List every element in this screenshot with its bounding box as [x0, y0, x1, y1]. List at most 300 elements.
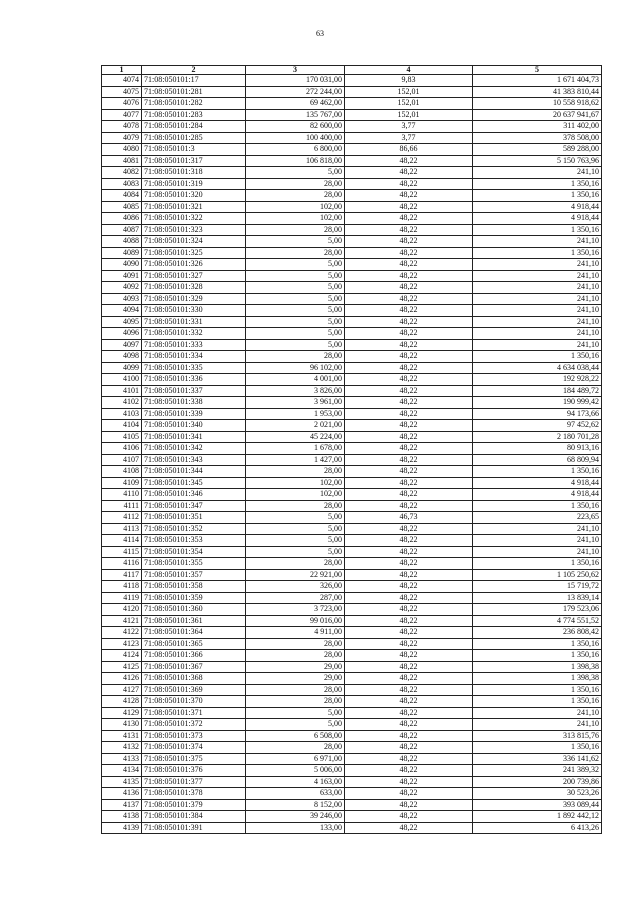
area-cell: 28,00 [246, 178, 345, 190]
cadastral-number-cell: 71:08:050101:331 [142, 316, 246, 328]
table-row [102, 707, 602, 719]
cadastral-number-cell: 71:08:050101:281 [142, 86, 246, 98]
value-cell: 1 350,16 [473, 558, 602, 570]
rate-cell: 48,22 [345, 178, 473, 190]
area-cell: 8 152,00 [246, 799, 345, 811]
value-cell: 1 350,16 [473, 742, 602, 754]
rate-cell: 48,22 [345, 190, 473, 202]
area-cell: 133,00 [246, 822, 345, 834]
value-cell: 241,10 [473, 546, 602, 558]
rate-cell: 48,22 [345, 753, 473, 765]
value-cell: 1 350,16 [473, 684, 602, 696]
cadastral-number-cell: 71:08:050101:366 [142, 650, 246, 662]
area-cell: 5,00 [246, 719, 345, 731]
area-cell: 5,00 [246, 523, 345, 535]
row-number-cell: 4093 [102, 293, 142, 305]
area-cell: 633,00 [246, 788, 345, 800]
cadastral-number-cell: 71:08:050101:284 [142, 121, 246, 133]
table-row [102, 408, 602, 420]
table-row [102, 627, 602, 639]
rate-cell: 152,01 [345, 86, 473, 98]
cadastral-number-cell: 71:08:050101:355 [142, 558, 246, 570]
area-cell: 96 102,00 [246, 362, 345, 374]
area-cell: 102,00 [246, 201, 345, 213]
rate-cell: 48,22 [345, 213, 473, 225]
rate-cell: 48,22 [345, 408, 473, 420]
table-row [102, 615, 602, 627]
cadastral-number-cell: 71:08:050101:343 [142, 454, 246, 466]
table-row [102, 684, 602, 696]
table-row [102, 604, 602, 616]
value-cell: 30 523,26 [473, 788, 602, 800]
cadastral-number-cell: 71:08:050101:327 [142, 270, 246, 282]
rate-cell: 48,22 [345, 420, 473, 432]
row-number-cell: 4127 [102, 684, 142, 696]
cadastral-number-cell: 71:08:050101:338 [142, 397, 246, 409]
area-cell: 5,00 [246, 339, 345, 351]
row-number-cell: 4125 [102, 661, 142, 673]
table-row [102, 132, 602, 144]
area-cell: 29,00 [246, 661, 345, 673]
rate-cell: 48,22 [345, 546, 473, 558]
table-row [102, 420, 602, 432]
area-cell: 5,00 [246, 512, 345, 524]
table-row [102, 144, 602, 156]
value-cell: 1 105 250,62 [473, 569, 602, 581]
table-row [102, 466, 602, 478]
value-cell: 1 398,38 [473, 673, 602, 685]
table-row [102, 730, 602, 742]
table-row [102, 316, 602, 328]
area-cell: 28,00 [246, 650, 345, 662]
value-cell: 10 558 918,62 [473, 98, 602, 110]
cadastral-number-cell: 71:08:050101:336 [142, 374, 246, 386]
area-cell: 28,00 [246, 558, 345, 570]
cadastral-number-cell: 71:08:050101:354 [142, 546, 246, 558]
table-row [102, 178, 602, 190]
area-cell: 3 961,00 [246, 397, 345, 409]
column-header: 1 [102, 66, 142, 75]
row-number-cell: 4134 [102, 765, 142, 777]
row-number-cell: 4087 [102, 224, 142, 236]
table-row [102, 374, 602, 386]
value-cell: 241,10 [473, 293, 602, 305]
row-number-cell: 4079 [102, 132, 142, 144]
table-row [102, 799, 602, 811]
value-cell: 589 288,00 [473, 144, 602, 156]
rate-cell: 48,22 [345, 374, 473, 386]
row-number-cell: 4075 [102, 86, 142, 98]
cadastral-number-cell: 71:08:050101:378 [142, 788, 246, 800]
area-cell: 102,00 [246, 477, 345, 489]
value-cell: 241,10 [473, 707, 602, 719]
value-cell: 241,10 [473, 523, 602, 535]
area-cell: 29,00 [246, 673, 345, 685]
cadastral-number-cell: 71:08:050101:351 [142, 512, 246, 524]
area-cell: 28,00 [246, 351, 345, 363]
table-header-row [102, 66, 602, 75]
cadastral-value-table [101, 65, 602, 834]
table-row [102, 155, 602, 167]
table-row [102, 696, 602, 708]
table-row [102, 500, 602, 512]
cadastral-number-cell: 71:08:050101:285 [142, 132, 246, 144]
area-cell: 100 400,00 [246, 132, 345, 144]
area-cell: 69 462,00 [246, 98, 345, 110]
area-cell: 1 678,00 [246, 443, 345, 455]
area-cell: 5,00 [246, 282, 345, 294]
table-row [102, 523, 602, 535]
table-row [102, 776, 602, 788]
value-cell: 241,10 [473, 316, 602, 328]
rate-cell: 3,77 [345, 121, 473, 133]
area-cell: 3 723,00 [246, 604, 345, 616]
area-cell: 5,00 [246, 259, 345, 271]
value-cell: 68 809,94 [473, 454, 602, 466]
area-cell: 3 826,00 [246, 385, 345, 397]
table-body [102, 75, 602, 834]
table-row [102, 592, 602, 604]
rate-cell: 48,22 [345, 604, 473, 616]
row-number-cell: 4108 [102, 466, 142, 478]
cadastral-number-cell: 71:08:050101:376 [142, 765, 246, 777]
rate-cell: 48,22 [345, 362, 473, 374]
row-number-cell: 4081 [102, 155, 142, 167]
row-number-cell: 4097 [102, 339, 142, 351]
row-number-cell: 4109 [102, 477, 142, 489]
rate-cell: 48,22 [345, 650, 473, 662]
cadastral-number-cell: 71:08:050101:344 [142, 466, 246, 478]
row-number-cell: 4098 [102, 351, 142, 363]
table-row [102, 673, 602, 685]
table-row [102, 788, 602, 800]
cadastral-number-cell: 71:08:050101:335 [142, 362, 246, 374]
row-number-cell: 4095 [102, 316, 142, 328]
cadastral-number-cell: 71:08:050101:368 [142, 673, 246, 685]
area-cell: 6 971,00 [246, 753, 345, 765]
cadastral-number-cell: 71:08:050101:319 [142, 178, 246, 190]
row-number-cell: 4112 [102, 512, 142, 524]
rate-cell: 48,22 [345, 719, 473, 731]
row-number-cell: 4119 [102, 592, 142, 604]
rate-cell: 48,22 [345, 454, 473, 466]
table-row [102, 535, 602, 547]
rate-cell: 48,22 [345, 742, 473, 754]
row-number-cell: 4074 [102, 75, 142, 87]
row-number-cell: 4099 [102, 362, 142, 374]
table-row [102, 339, 602, 351]
value-cell: 5 150 763,96 [473, 155, 602, 167]
cadastral-number-cell: 71:08:050101:283 [142, 109, 246, 121]
value-cell: 241,10 [473, 236, 602, 248]
table-row [102, 328, 602, 340]
area-cell: 5,00 [246, 270, 345, 282]
rate-cell: 48,22 [345, 811, 473, 823]
cadastral-number-cell: 71:08:050101:320 [142, 190, 246, 202]
value-cell: 1 350,16 [473, 351, 602, 363]
rate-cell: 48,22 [345, 466, 473, 478]
row-number-cell: 4133 [102, 753, 142, 765]
area-cell: 5,00 [246, 535, 345, 547]
table-row [102, 293, 602, 305]
row-number-cell: 4103 [102, 408, 142, 420]
cadastral-number-cell: 71:08:050101:318 [142, 167, 246, 179]
rate-cell: 48,22 [345, 799, 473, 811]
table-row [102, 661, 602, 673]
area-cell: 102,00 [246, 489, 345, 501]
cadastral-number-cell: 71:08:050101:357 [142, 569, 246, 581]
row-number-cell: 4115 [102, 546, 142, 558]
row-number-cell: 4106 [102, 443, 142, 455]
area-cell: 45 224,00 [246, 431, 345, 443]
rate-cell: 46,73 [345, 512, 473, 524]
table-row [102, 213, 602, 225]
cadastral-number-cell: 71:08:050101:352 [142, 523, 246, 535]
table-row [102, 454, 602, 466]
value-cell: 4 918,44 [473, 201, 602, 213]
cadastral-number-cell: 71:08:050101:326 [142, 259, 246, 271]
value-cell: 13 839,14 [473, 592, 602, 604]
cadastral-number-cell: 71:08:050101:372 [142, 719, 246, 731]
cadastral-number-cell: 71:08:050101:3 [142, 144, 246, 156]
area-cell: 287,00 [246, 592, 345, 604]
table-row [102, 512, 602, 524]
table-row [102, 224, 602, 236]
row-number-cell: 4080 [102, 144, 142, 156]
rate-cell: 48,22 [345, 707, 473, 719]
cadastral-number-cell: 71:08:050101:367 [142, 661, 246, 673]
table-row [102, 282, 602, 294]
cadastral-number-cell: 71:08:050101:323 [142, 224, 246, 236]
value-cell: 1 350,16 [473, 500, 602, 512]
cadastral-number-cell: 71:08:050101:333 [142, 339, 246, 351]
area-cell: 28,00 [246, 466, 345, 478]
table-row [102, 247, 602, 259]
area-cell: 28,00 [246, 247, 345, 259]
row-number-cell: 4086 [102, 213, 142, 225]
area-cell: 272 244,00 [246, 86, 345, 98]
value-cell: 1 350,16 [473, 190, 602, 202]
table-row [102, 569, 602, 581]
rate-cell: 48,22 [345, 684, 473, 696]
cadastral-number-cell: 71:08:050101:17 [142, 75, 246, 87]
rate-cell: 48,22 [345, 236, 473, 248]
area-cell: 135 767,00 [246, 109, 345, 121]
value-cell: 241,10 [473, 270, 602, 282]
rate-cell: 48,22 [345, 661, 473, 673]
cadastral-number-cell: 71:08:050101:370 [142, 696, 246, 708]
rate-cell: 48,22 [345, 385, 473, 397]
row-number-cell: 4083 [102, 178, 142, 190]
area-cell: 28,00 [246, 638, 345, 650]
table-row [102, 362, 602, 374]
rate-cell: 48,22 [345, 328, 473, 340]
cadastral-number-cell: 71:08:050101:371 [142, 707, 246, 719]
value-cell: 241,10 [473, 328, 602, 340]
row-number-cell: 4130 [102, 719, 142, 731]
rate-cell: 48,22 [345, 293, 473, 305]
value-cell: 1 350,16 [473, 638, 602, 650]
rate-cell: 48,22 [345, 201, 473, 213]
cadastral-number-cell: 71:08:050101:379 [142, 799, 246, 811]
value-cell: 241,10 [473, 535, 602, 547]
value-cell: 393 089,44 [473, 799, 602, 811]
table-row [102, 86, 602, 98]
value-cell: 1 350,16 [473, 466, 602, 478]
table-row [102, 305, 602, 317]
value-cell: 1 350,16 [473, 696, 602, 708]
area-cell: 170 031,00 [246, 75, 345, 87]
table-row [102, 443, 602, 455]
row-number-cell: 4137 [102, 799, 142, 811]
rate-cell: 48,22 [345, 523, 473, 535]
rate-cell: 48,22 [345, 638, 473, 650]
rate-cell: 152,01 [345, 109, 473, 121]
row-number-cell: 4090 [102, 259, 142, 271]
value-cell: 4 918,44 [473, 489, 602, 501]
row-number-cell: 4114 [102, 535, 142, 547]
row-number-cell: 4117 [102, 569, 142, 581]
rate-cell: 48,22 [345, 500, 473, 512]
rate-cell: 9,83 [345, 75, 473, 87]
table-row [102, 638, 602, 650]
table-row [102, 811, 602, 823]
cadastral-number-cell: 71:08:050101:361 [142, 615, 246, 627]
rate-cell: 48,22 [345, 822, 473, 834]
cadastral-number-cell: 71:08:050101:334 [142, 351, 246, 363]
area-cell: 6 800,00 [246, 144, 345, 156]
value-cell: 241,10 [473, 167, 602, 179]
row-number-cell: 4135 [102, 776, 142, 788]
table-row [102, 765, 602, 777]
row-number-cell: 4120 [102, 604, 142, 616]
cadastral-number-cell: 71:08:050101:373 [142, 730, 246, 742]
row-number-cell: 4128 [102, 696, 142, 708]
cadastral-number-cell: 71:08:050101:341 [142, 431, 246, 443]
rate-cell: 48,22 [345, 489, 473, 501]
value-cell: 1 892 442,12 [473, 811, 602, 823]
rate-cell: 48,22 [345, 776, 473, 788]
value-cell: 336 141,62 [473, 753, 602, 765]
cadastral-number-cell: 71:08:050101:322 [142, 213, 246, 225]
area-cell: 4 001,00 [246, 374, 345, 386]
rate-cell: 48,22 [345, 581, 473, 593]
area-cell: 5,00 [246, 236, 345, 248]
table-row [102, 581, 602, 593]
value-cell: 4 918,44 [473, 213, 602, 225]
area-cell: 5 006,00 [246, 765, 345, 777]
area-cell: 5,00 [246, 293, 345, 305]
table-row [102, 431, 602, 443]
value-cell: 41 383 810,44 [473, 86, 602, 98]
row-number-cell: 4136 [102, 788, 142, 800]
area-cell: 326,00 [246, 581, 345, 593]
value-cell: 1 350,16 [473, 650, 602, 662]
table-row [102, 351, 602, 363]
cadastral-number-cell: 71:08:050101:384 [142, 811, 246, 823]
row-number-cell: 4126 [102, 673, 142, 685]
value-cell: 20 637 941,67 [473, 109, 602, 121]
cadastral-number-cell: 71:08:050101:360 [142, 604, 246, 616]
value-cell: 241,10 [473, 719, 602, 731]
value-cell: 1 398,38 [473, 661, 602, 673]
cadastral-number-cell: 71:08:050101:353 [142, 535, 246, 547]
area-cell: 82 600,00 [246, 121, 345, 133]
row-number-cell: 4118 [102, 581, 142, 593]
area-cell: 99 016,00 [246, 615, 345, 627]
row-number-cell: 4100 [102, 374, 142, 386]
row-number-cell: 4107 [102, 454, 142, 466]
area-cell: 28,00 [246, 696, 345, 708]
value-cell: 184 489,72 [473, 385, 602, 397]
cadastral-number-cell: 71:08:050101:321 [142, 201, 246, 213]
area-cell: 6 508,00 [246, 730, 345, 742]
value-cell: 2 180 701,28 [473, 431, 602, 443]
rate-cell: 86,66 [345, 144, 473, 156]
rate-cell: 48,22 [345, 155, 473, 167]
row-number-cell: 4088 [102, 236, 142, 248]
column-header: 2 [142, 66, 246, 75]
rate-cell: 48,22 [345, 397, 473, 409]
value-cell: 94 173,66 [473, 408, 602, 420]
table-row [102, 98, 602, 110]
value-cell: 311 402,00 [473, 121, 602, 133]
table-row [102, 385, 602, 397]
table-row [102, 259, 602, 271]
table-row [102, 270, 602, 282]
table-row [102, 109, 602, 121]
value-cell: 1 350,16 [473, 178, 602, 190]
rate-cell: 48,22 [345, 730, 473, 742]
rate-cell: 48,22 [345, 351, 473, 363]
value-cell: 200 739,86 [473, 776, 602, 788]
row-number-cell: 4138 [102, 811, 142, 823]
rate-cell: 3,77 [345, 132, 473, 144]
rate-cell: 152,01 [345, 98, 473, 110]
area-cell: 5,00 [246, 305, 345, 317]
value-cell: 179 523,06 [473, 604, 602, 616]
column-header: 3 [246, 66, 345, 75]
rate-cell: 48,22 [345, 259, 473, 271]
area-cell: 1 953,00 [246, 408, 345, 420]
table-row [102, 477, 602, 489]
row-number-cell: 4082 [102, 167, 142, 179]
cadastral-number-cell: 71:08:050101:317 [142, 155, 246, 167]
rate-cell: 48,22 [345, 305, 473, 317]
rate-cell: 48,22 [345, 788, 473, 800]
cadastral-number-cell: 71:08:050101:365 [142, 638, 246, 650]
area-cell: 28,00 [246, 742, 345, 754]
table-row [102, 121, 602, 133]
row-number-cell: 4089 [102, 247, 142, 259]
value-cell: 236 808,42 [473, 627, 602, 639]
cadastral-number-cell: 71:08:050101:358 [142, 581, 246, 593]
area-cell: 2 021,00 [246, 420, 345, 432]
area-cell: 4 911,00 [246, 627, 345, 639]
cadastral-number-cell: 71:08:050101:340 [142, 420, 246, 432]
cadastral-number-cell: 71:08:050101:374 [142, 742, 246, 754]
rate-cell: 48,22 [345, 627, 473, 639]
rate-cell: 48,22 [345, 765, 473, 777]
row-number-cell: 4094 [102, 305, 142, 317]
rate-cell: 48,22 [345, 316, 473, 328]
rate-cell: 48,22 [345, 615, 473, 627]
table-row [102, 546, 602, 558]
cadastral-number-cell: 71:08:050101:339 [142, 408, 246, 420]
column-header: 4 [345, 66, 473, 75]
area-cell: 5,00 [246, 328, 345, 340]
row-number-cell: 4084 [102, 190, 142, 202]
